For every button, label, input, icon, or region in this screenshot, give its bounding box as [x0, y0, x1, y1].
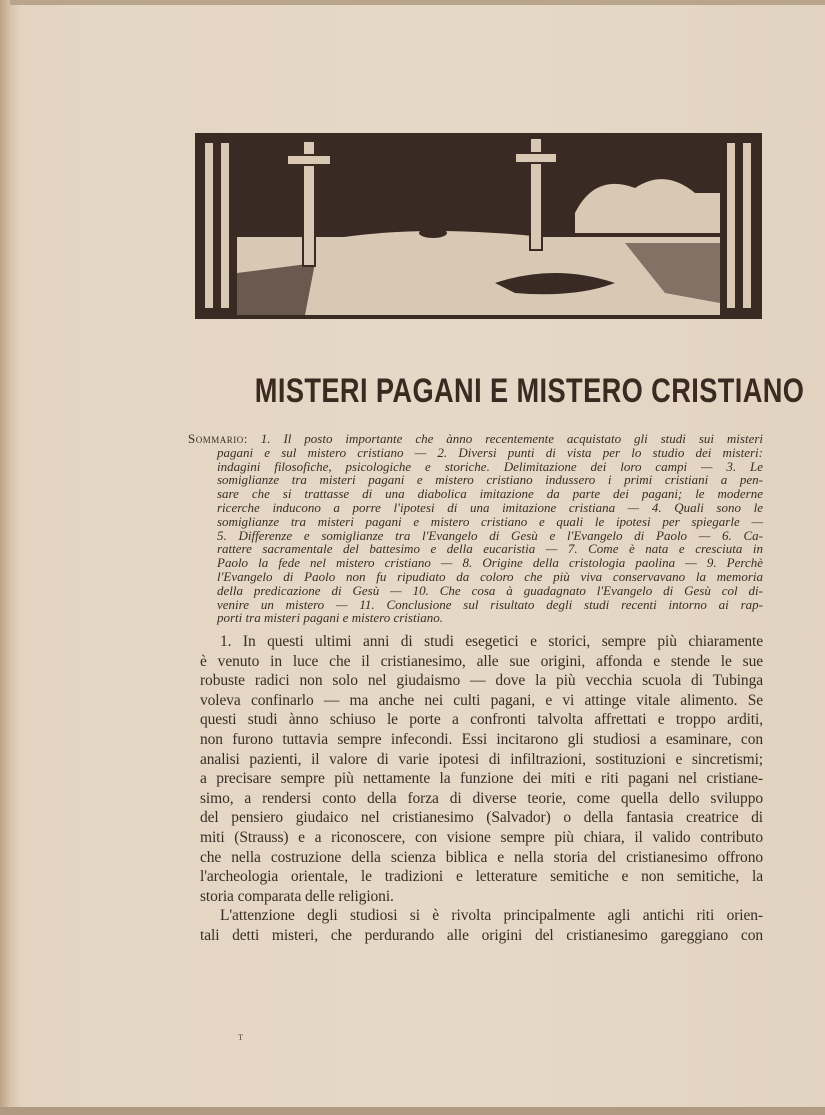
woodcut-illustration-crosses — [195, 133, 762, 319]
summary-line: Sommario: 1. Il posto importante che ànno recentemente acquistato gli studi sui misteri — [188, 431, 764, 446]
page-edge-top — [0, 0, 825, 5]
text-line: l'archeologia orientale, le tradizioni e letterature semitiche e non semitiche, la — [200, 868, 763, 886]
text-line: 1. In questi ultimi anni di studi esegetici e storici, sempre più chiaramente — [220, 633, 763, 650]
text-line: questi studi ànno schiuso le porte a confronti talvolta affrettati e troppo arditi, — [200, 711, 763, 729]
page-edge-bottom — [0, 1107, 825, 1115]
text-line: a precisare sempre più nettamente la funzione dei miti e riti pagani nel cristiane- — [200, 770, 763, 788]
paragraph-2 — [200, 906, 763, 945]
text-line: è venuto in luce che il cristianesimo, alle sue origini, affonda e stende le sue — [200, 652, 763, 670]
page-edge-left — [0, 0, 10, 1115]
paragraph-1 — [200, 632, 763, 906]
text-line: L'attenzione degli studiosi si è rivolta principalmente agli antichi riti orien- — [220, 907, 763, 925]
text-line: non furono tuttavia sempre infecondi. Essi incitarono gli studiosi a esaminare, con — [200, 730, 763, 748]
summary-line: della predicazione di Gesù — 10. Che cosa à guadagnato l'Evangelo di Gesù col di- — [217, 582, 763, 598]
summary-line: Paolo la fede nel mistero cristiano — 8. Origine della cristologia paolina — 9. Perchè — [217, 555, 763, 571]
summary-line: somiglianze tra misteri pagani e mistero cristiano indussero i primi cristiani a pen- — [217, 472, 763, 488]
summary-line: l'Evangelo di Paolo non fu ripudiato da coloro che più viva conservavano la memoria — [217, 568, 763, 584]
summary-line: porti tra misteri pagani e mistero cristiano. — [217, 610, 443, 626]
text-line: del pensiero giudaico nel cristianesimo (Salvador) o della fantasia creatrice di — [200, 809, 763, 827]
summary-line: indagini filosofiche, psicologiche e storiche. Delimitazione dei loro campi — 3. Le — [217, 458, 763, 474]
summary-line: venire un mistero — 11. Conclusione sul risultato degli studi recenti intorno ai rap- — [217, 596, 763, 612]
summary-line: ricerche inducono a porre l'ipotesi di una imitazione cristiana — 4. Quali sono le — [217, 499, 763, 515]
summary-line: 5. Differenze e somiglianze tra l'Evangelo di Gesù e l'Evangelo di Paolo — 6. Ca- — [217, 527, 763, 543]
text-line: robuste radici non solo nel giudaismo — dove la più vecchia scuola di Tubinga — [200, 672, 763, 690]
printer-mark: ᵀ — [238, 1033, 244, 1048]
text-line: voleva confinarlo — ma anche nei culti pagani, e vi attinge vitale alimento. Se — [200, 691, 763, 709]
text-line: che nella costruzione della scienza biblica e nella storia del cristianesimo offrono — [200, 848, 763, 866]
summary-line: pagani e sul mistero cristiano — 2. Diversi punti di vista per lo studio dei misteri: — [217, 444, 763, 460]
summary-line: rattere sacramentale del battesimo e della eucaristia — 7. Come è nata e cresciuta in — [217, 541, 763, 557]
text-line: analisi pazienti, il valore di varie ipotesi di infiltrazioni, sostituzioni e sincretismi; — [200, 750, 763, 768]
summary-block — [188, 432, 763, 625]
text-line: miti (Strauss) e a riconoscere, con visione sempre più chiara, il valido contributo — [200, 828, 763, 846]
summary-label: Sommario: — [188, 431, 248, 446]
summary-line: sare che si trattasse di una diabolica imitazione da parte dei pagani; le moderne — [217, 486, 763, 502]
body-text — [200, 632, 763, 946]
text-line: storia comparata delle religioni. — [200, 887, 394, 905]
summary-line: somiglianze tra misteri pagani e mistero cristiano e quali le ipotesi per spiegarle — — [217, 513, 763, 529]
text-line: simo, a rendersi conto della forza di diverse teorie, come quella dello sviluppo — [200, 789, 763, 807]
text-line: tali detti misteri, che perdurando alle origini del cristianesimo gareggiano con — [200, 926, 763, 944]
page-title: MISTERI PAGANI E MISTERO CRISTIANO — [254, 372, 805, 410]
